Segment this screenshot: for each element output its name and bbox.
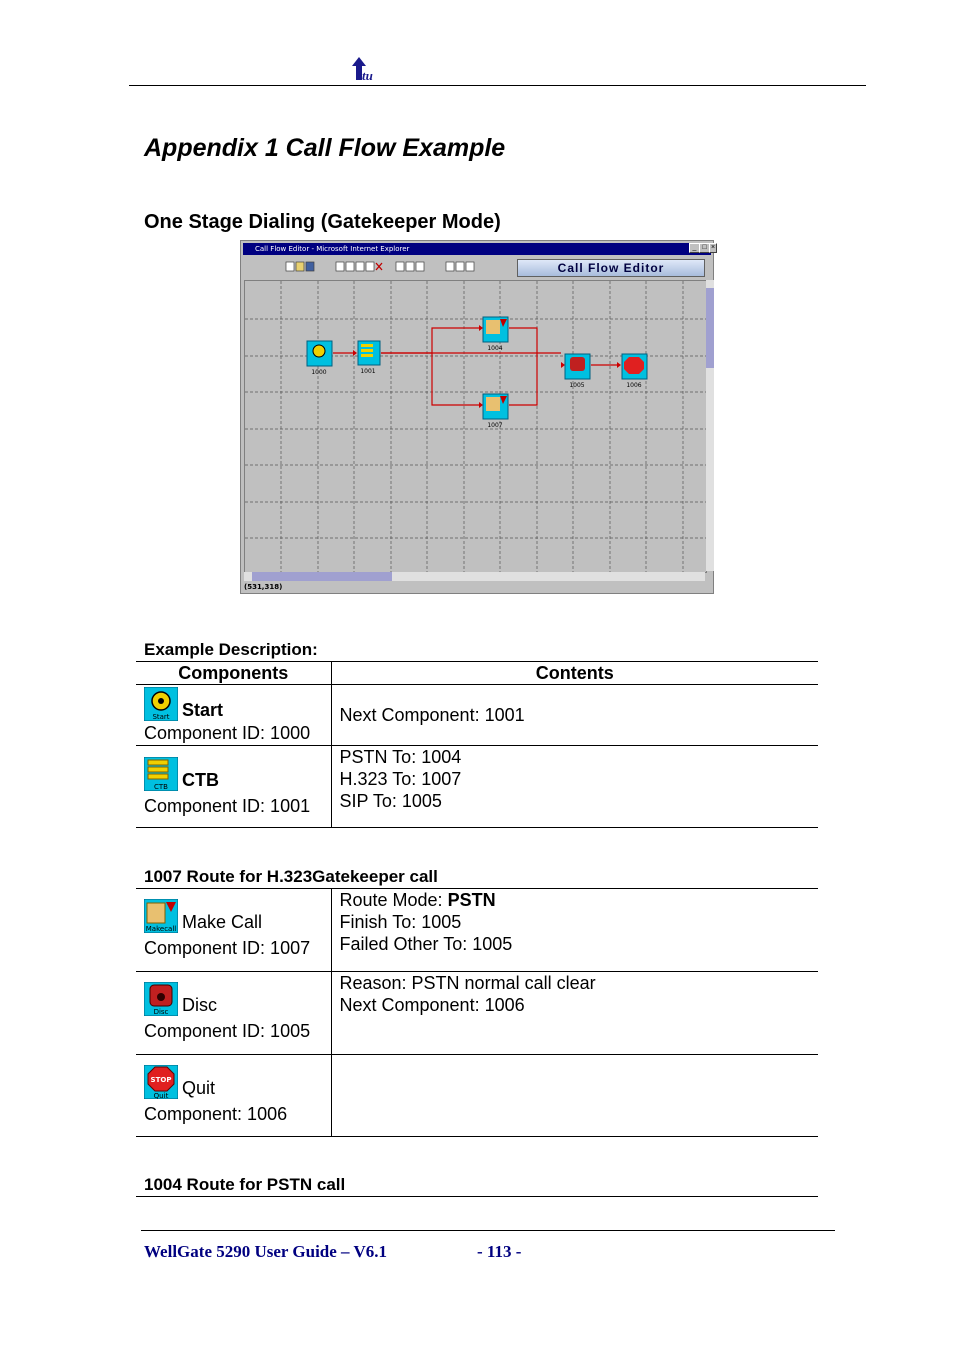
section3-rule xyxy=(136,1196,818,1197)
content-line: Reason: PSTN normal call clear xyxy=(339,973,596,993)
content-line: Failed Other To: 1005 xyxy=(339,934,513,954)
component-id: Component ID: 1007 xyxy=(144,938,311,958)
table-row xyxy=(136,1055,818,1137)
minimize-icon: _ xyxy=(689,243,700,253)
flow-diagram xyxy=(245,281,706,572)
svg-text:tu: tu xyxy=(362,68,373,82)
route-mode-label: Route Mode: xyxy=(339,890,448,910)
page-number: - 113 - xyxy=(477,1242,522,1261)
vertical-scrollbar xyxy=(706,280,714,571)
header-rule xyxy=(129,85,866,86)
table-row xyxy=(136,889,818,972)
table-row xyxy=(136,685,818,746)
components-table xyxy=(136,661,818,828)
svg-text:Start: Start xyxy=(152,713,170,721)
table-row xyxy=(136,972,818,1055)
node-quit xyxy=(622,354,647,389)
table-header-row xyxy=(136,662,818,685)
svg-text:1004: 1004 xyxy=(487,345,503,352)
makecall-icon xyxy=(144,899,178,933)
section-heading: One Stage Dialing (Gatekeeper Mode) xyxy=(144,211,501,233)
content-line: Next Component: 1001 xyxy=(339,705,525,725)
component-id: Component ID: 1000 xyxy=(144,723,311,743)
component-name: Quit xyxy=(182,1078,216,1098)
svg-text:1005: 1005 xyxy=(569,382,585,389)
svg-text:STOP: STOP xyxy=(150,1076,172,1084)
node-ctb xyxy=(358,341,380,375)
component-name: CTB xyxy=(182,770,219,790)
example-description-label: Example Description: xyxy=(144,640,318,659)
toolbar-icons xyxy=(243,256,503,278)
company-logo-icon xyxy=(350,56,378,82)
start-icon xyxy=(144,687,178,721)
svg-text:Disc: Disc xyxy=(153,1008,169,1016)
content-line: PSTN To: 1004 xyxy=(339,747,462,767)
disc-icon xyxy=(144,982,178,1016)
h323-route-table xyxy=(136,888,818,1137)
component-name: Start xyxy=(182,700,224,720)
node-start xyxy=(307,341,332,376)
content-line: Next Component: 1006 xyxy=(339,995,525,1015)
horizontal-scrollbar xyxy=(244,572,705,581)
close-icon: × xyxy=(710,244,716,251)
call-flow-editor-banner: Call Flow Editor xyxy=(517,259,705,277)
content-line: Finish To: 1005 xyxy=(339,912,462,932)
route-mode-value: PSTN xyxy=(447,890,496,910)
component-id: Component: 1006 xyxy=(144,1104,288,1124)
footer-rule xyxy=(141,1230,835,1231)
content-line: H.323 To: 1007 xyxy=(339,769,462,789)
component-id: Component ID: 1001 xyxy=(144,796,311,816)
content-line xyxy=(340,889,811,911)
call-flow-editor-screenshot xyxy=(240,240,714,594)
svg-text:Quit: Quit xyxy=(153,1092,169,1099)
quit-icon xyxy=(144,1065,178,1099)
component-id: Component ID: 1005 xyxy=(144,1021,311,1041)
svg-text:1001: 1001 xyxy=(360,368,376,375)
svg-text:Makecall: Makecall xyxy=(145,925,177,933)
contents-header: Contents xyxy=(331,662,818,685)
page-title: Appendix 1 Call Flow Example xyxy=(144,134,506,162)
svg-text:1006: 1006 xyxy=(626,382,642,389)
flow-canvas xyxy=(244,280,707,573)
components-header: Components xyxy=(136,662,331,685)
table-row xyxy=(136,746,818,828)
svg-text:1007: 1007 xyxy=(487,422,503,429)
pstn-route-label: 1004 Route for PSTN call xyxy=(144,1175,346,1194)
ctb-icon xyxy=(144,757,178,791)
node-makecall-1004 xyxy=(483,317,508,352)
svg-text:CTB: CTB xyxy=(154,783,168,791)
component-name: Make Call xyxy=(182,912,263,932)
h323-route-label: 1007 Route for H.323Gatekeeper call xyxy=(144,867,438,886)
content-line: SIP To: 1005 xyxy=(339,791,442,811)
maximize-icon: □ xyxy=(699,243,710,253)
status-coordinates: (531,318) xyxy=(244,583,283,591)
window-titlebar: Call Flow Editor - Microsoft Internet Explorer xyxy=(243,243,711,255)
footer-title: WellGate 5290 User Guide – V6.1 xyxy=(144,1242,388,1261)
component-name: Disc xyxy=(182,995,217,1015)
node-makecall-1007 xyxy=(483,394,508,429)
node-disc xyxy=(565,354,590,389)
svg-text:1000: 1000 xyxy=(311,369,327,376)
